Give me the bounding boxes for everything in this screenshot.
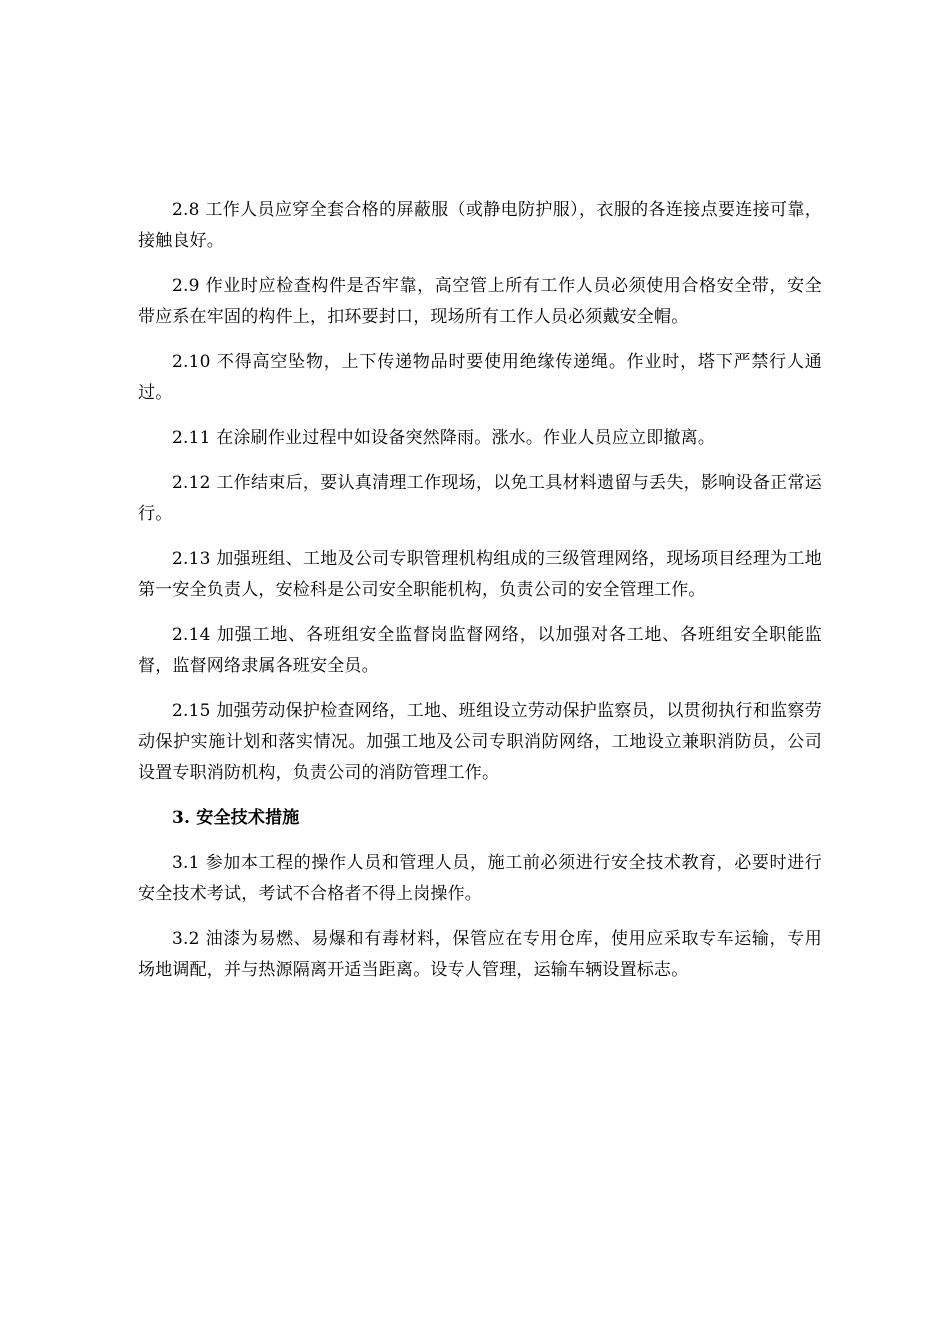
- paragraph-2-14: 2.14 加强工地、各班组安全监督岗监督网络，以加强对各工地、各班组安全职能监督，监督网络隶属各班安全员。: [138, 625, 822, 676]
- paragraph-3-2: 3.2 油漆为易燃、易爆和有毒材料，保管应在专用仓库，使用应采取专车运输，专用场地调配，并与热源隔离开适当距离。设专人管理，运输车辆设置标志。: [138, 929, 822, 980]
- paragraph-2-9: 2.9 作业时应检查构件是否牢靠，高空管上所有工作人员必须使用合格安全带，安全带应系在牢固的构件上，扣环要封口，现场所有工作人员必须戴安全帽。: [138, 276, 822, 327]
- paragraph-2-10: 2.10 不得高空坠物，上下传递物品时要使用绝缘传递绳。作业时，塔下严禁行人通过。: [138, 352, 822, 403]
- section-heading-3: 3. 安全技术措施: [172, 808, 300, 828]
- paragraph-3-1: 3.1 参加本工程的操作人员和管理人员，施工前必须进行安全技术教育，必要时进行安全技术考试，考试不合格者不得上岗操作。: [138, 853, 822, 904]
- paragraph-2-12: 2.12 工作结束后，要认真清理工作现场，以免工具材料遗留与丢失，影响设备正常运行。: [138, 473, 822, 524]
- document-body: [138, 195, 822, 1000]
- paragraph-2-13: 2.13 加强班组、工地及公司专职管理机构组成的三级管理网络，现场项目经理为工地第一安全负责人，安检科是公司安全职能机构，负责公司的安全管理工作。: [138, 549, 822, 600]
- paragraph-2-15: 2.15 加强劳动保护检查网络，工地、班组设立劳动保护监察员，以贯彻执行和监察劳动保护实施计划和落实情况。加强工地及公司专职消防网络，工地设立兼职消防员，公司设置专职消防机构，负责公司的消防管理工作。: [138, 701, 822, 783]
- paragraph-2-11: 2.11 在涂刷作业过程中如设备突然降雨。涨水。作业人员应立即撤离。: [172, 428, 716, 448]
- paragraph-2-8: 2.8 工作人员应穿全套合格的屏蔽服（或静电防护服），衣服的各连接点要连接可靠，接触良好。: [138, 200, 822, 251]
